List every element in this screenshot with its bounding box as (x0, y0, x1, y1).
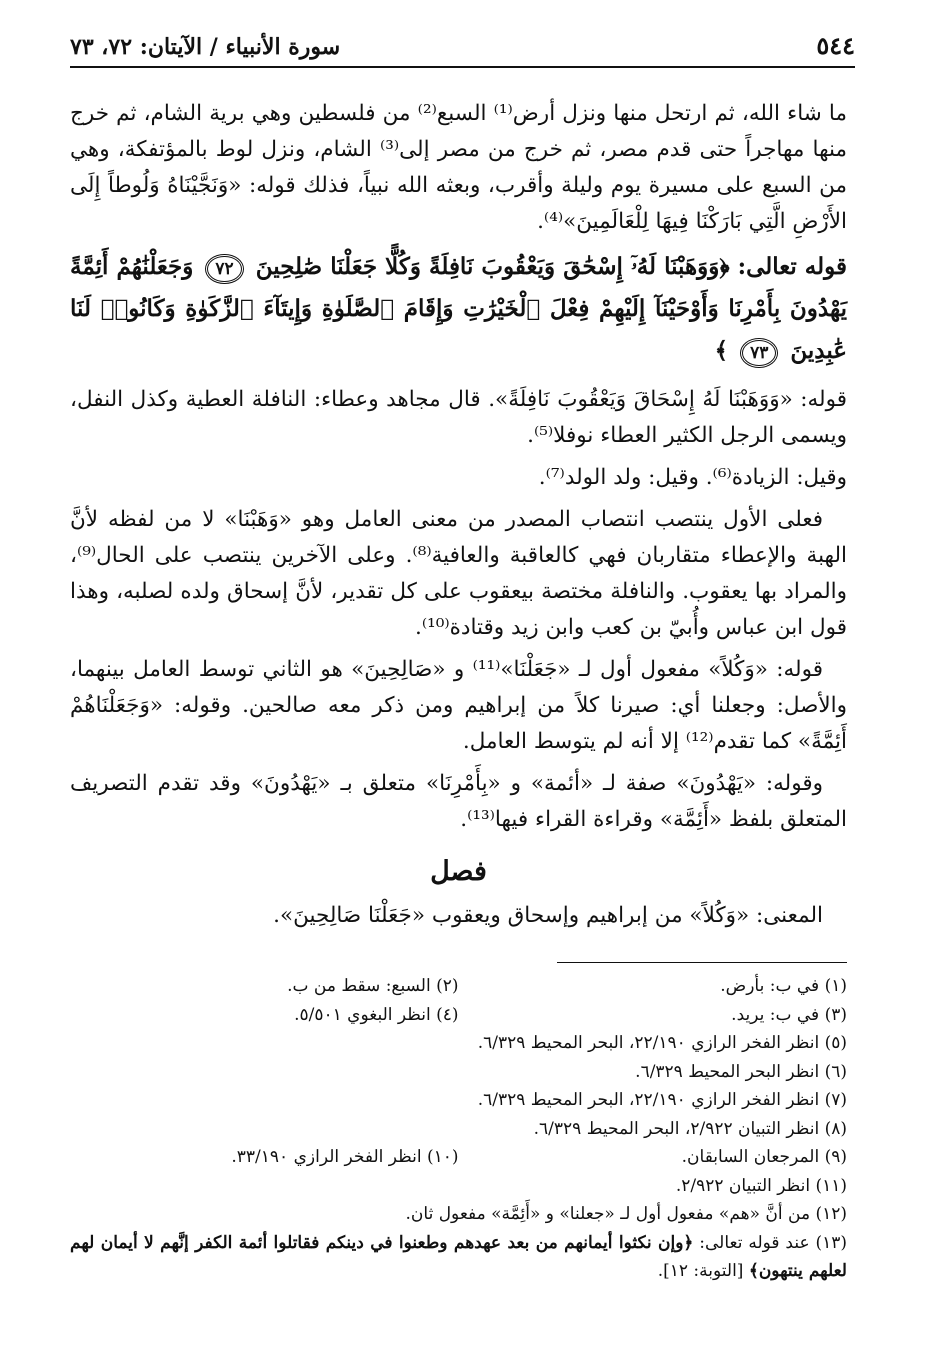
verse-number-72: ٧٢ (205, 254, 243, 284)
footnote-11: (١١) انظر التبيان ٢/٩٢٢. (675, 1175, 847, 1196)
section-heading: فصل (430, 856, 487, 887)
footnote-1: (١) في ب: بأرض. (720, 976, 847, 996)
quran-intro: قوله تعالى: (737, 253, 848, 280)
footnote-12: (١٢) من أنَّ «هم» مفعول أول لـ «جعلنا» و «أَئِمَّة» مفعول ثان. (405, 1204, 847, 1224)
page-header (70, 22, 855, 68)
footnote-13-reference: [التوبة: ١٢]. (657, 1261, 744, 1281)
paragraph-4: فعلى الأول ينتصب انتصاب المصدر من معنى العامل وهو «وَهَبْنَا» لا من لفظه لأنَّ الهبة والإعطاء متقاربان فهي كالعاقبة والعافية⁽⁸⁾. وعلى الآخرين ينتصب على الحال⁽⁹⁾، والمراد بها يعقوب. والنافلة مختصة بيعقوب على كل تقدير، لأنَّ إسحاق ولده لصلبه، وهذا قول ابن عباس وأُبيّ بن كعب وابن زيد وقتادة⁽¹⁰⁾. (70, 507, 847, 640)
footnote-13 (70, 1229, 847, 1286)
paragraph-7: المعنى: «وَكُلاً» من إبراهيم وإسحاق ويعقوب «جَعَلْنَا صَالِحِينَ». (273, 903, 823, 928)
footnote-10: (١٠) انظر الفخر الرازي ٣٣/١٩٠. (231, 1147, 459, 1167)
footnote-9: (٩) المرجعان السابقان. (681, 1147, 847, 1167)
verse-number-73: ٧٣ (740, 338, 778, 368)
footnote-row (70, 972, 847, 1001)
footnote-6: (٦) انظر البحر المحيط ٦/٣٢٩. (635, 1061, 847, 1082)
footnote-separator (557, 962, 847, 963)
footnotes (70, 972, 847, 1286)
footnote-13-verse: ﴿وإن نكثوا أيمانهم من بعد عهدهم وطعنوا في دينكم فقاتلوا أئمة الكفر إنَّهم لا أيمان لهم لعلهم ينتهون﴾ (70, 1232, 847, 1281)
quran-text-b: وَجَعَلْنَٰهُمْ أَئِمَّةً يَهْدُونَ بِأَمْرِنَا وَأَوْحَيْنَآ إِلَيْهِمْ فِعْلَ ٱلْخَيْرَٰتِ وَإِقَامَ ٱلصَّلَوٰةِ وَإِيتَآءَ ٱلزَّكَوٰةِ وَكَانُوا۟ لَنَا عَٰبِدِينَ (70, 253, 847, 364)
quran-text-a: ﴿وَوَهَبْنَا لَهُۥٓ إِسْحَٰقَ وَيَعْقُوبَ نَافِلَةً وَكُلًّا جَعَلْنَا صَٰلِحِينَ (255, 253, 730, 280)
footnote-2: (٢) السبع: سقط من ب. (287, 976, 459, 996)
paragraph-1: ما شاء الله، ثم ارتحل منها ونزل أرض⁽¹⁾ السبع⁽²⁾ من فلسطين وهي برية الشام، ثم خرج منها مهاجراً حتى قدم مصر، ثم خرج من مصر إلى⁽³⁾ الشام، ونزل لوط بالمؤتفكة، وهي من السبع على مسيرة يوم وليلة وأقرب، وبعثه الله نبياً، فذلك قوله: «وَنَجَّيْنَاهُ وَلُوطاً إِلَى الأَرْضِ الَّتِي بَارَكْنَا فِيهَا لِلْعَالَمِينَ»⁽⁴⁾. (70, 101, 848, 234)
footnote-3: (٣) في ب: يريد. (731, 1004, 847, 1025)
quran-verse-block (70, 246, 847, 372)
footnote-13-intro: (١٣) عند قوله تعالى: (699, 1232, 848, 1253)
quran-close-bracket: ﴾ (714, 337, 729, 364)
running-title: سورة الأنبياء / الآيتان: ٧٢، ٧٣ (70, 34, 341, 60)
paragraph-5: قوله: «وَكُلاً» مفعول أول لـ «جَعَلْنَا»⁽¹¹⁾ و «صَالِحِينَ» هو الثاني توسط العامل بينهما، والأصل: وجعلنا أي: صيرنا كلاً من إبراهيم ومن ذكر معه صالحين. وقوله: «وَجَعَلْنَاهُمْ أَئِمَّةً» كما تقدم⁽¹²⁾ إلا أنه لم يتوسط العامل. (70, 657, 847, 754)
footnote-row (70, 1001, 847, 1030)
footnote-4: (٤) انظر البغوي ٥/٥٠١. (294, 1004, 459, 1025)
paragraph-6: وقوله: «يَهْدُونَ» صفة لـ «أئمة» و «بِأَمْرِنَا» متعلق بـ «يَهْدُونَ» وقد تقدم التصريف المتعلق بلفظ «أَئِمَّة» وقراءة القراء فيها⁽¹³⁾. (70, 771, 847, 832)
footnote-row (70, 1143, 847, 1172)
footnote-7: (٧) انظر الفخر الرازي ٢٢/١٩٠، البحر المحيط ٦/٣٢٩. (477, 1090, 847, 1110)
paragraph-3: وقيل: الزيادة⁽⁶⁾. وقيل: ولد الولد⁽⁷⁾. (538, 465, 847, 490)
footnote-8: (٨) انظر التبيان ٢/٩٢٢، البحر المحيط ٦/٣٢٩. (533, 1118, 847, 1139)
page-number: ٥٤٤ (816, 31, 855, 60)
paragraph-2: قوله: «وَوَهَبْنَا لَهُ إِسْحَاقَ وَيَعْقُوبَ نَافِلَةً». قال مجاهد وعطاء: النافلة العطية وكذل النفل، ويسمى الرجل الكثير العطاء نوفلا⁽⁵⁾. (70, 387, 847, 448)
footnote-5: (٥) انظر الفخر الرازي ٢٢/١٩٠، البحر المحيط ٦/٣٢٩. (477, 1033, 847, 1053)
main-text (70, 96, 847, 940)
